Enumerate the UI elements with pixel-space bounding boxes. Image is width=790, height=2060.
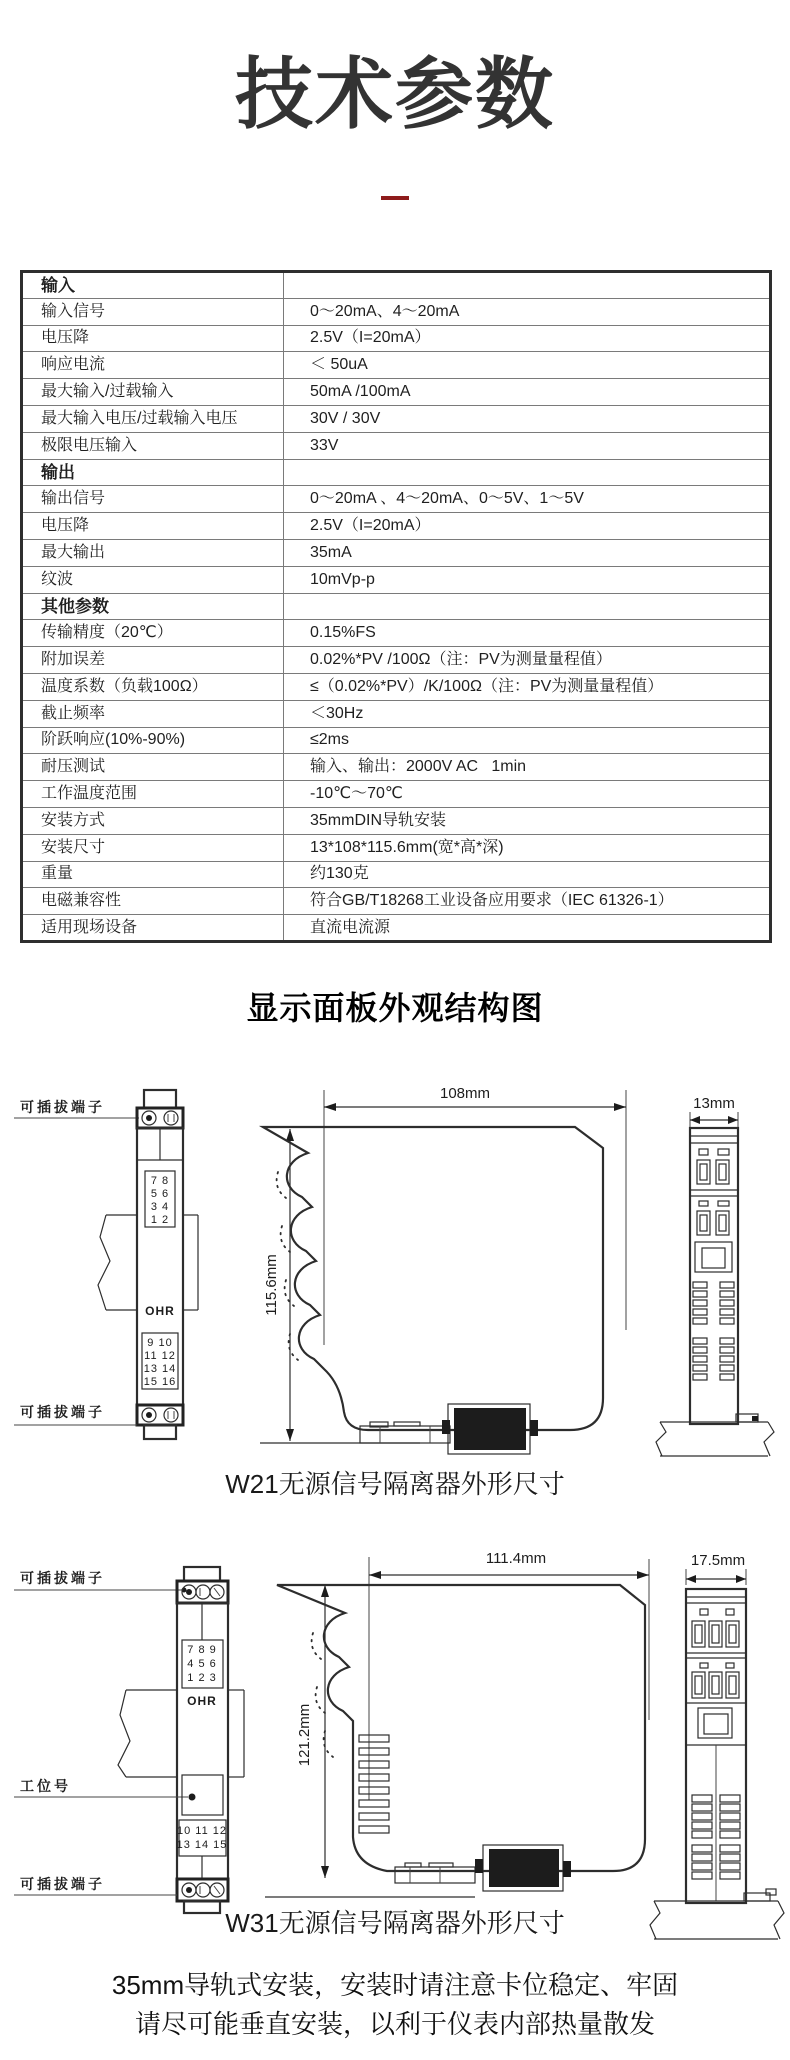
w31-caption: W31无源信号隔离器外形尺寸 <box>225 1908 565 1938</box>
w31-depth-dimension <box>686 1552 746 1585</box>
param-value <box>284 272 771 299</box>
param-label: 最大输出 <box>22 539 284 566</box>
spec-table-row <box>22 781 771 808</box>
param-label: 温度系数（负载100Ω） <box>22 673 284 700</box>
param-value: 0.02%*PV /100Ω（注：PV为测量量程值） <box>284 647 771 674</box>
spec-table-row <box>22 432 771 459</box>
spec-table-row <box>22 673 771 700</box>
w31-station-label <box>14 1775 223 1815</box>
param-value: ≤2ms <box>284 727 771 754</box>
w21-side-din-rail <box>656 1414 774 1456</box>
spec-table-row <box>22 379 771 406</box>
w21-front-top-terminal-label <box>14 1099 139 1118</box>
param-value: 13*108*115.6mm(宽*高*深) <box>284 834 771 861</box>
ohr-logo: OHR <box>145 1304 175 1318</box>
param-value: 0～20mA、4～20mA <box>284 298 771 325</box>
w31-top-view <box>225 1545 670 1917</box>
w21-front-bottom-terminal <box>137 1405 183 1439</box>
param-label: 输入 <box>22 272 284 299</box>
dim-depth-label: 17.5mm <box>690 1552 746 1569</box>
param-value: 0～20mA 、4～20mA、0～5V、1～5V <box>284 486 771 513</box>
w21-side-module <box>690 1128 738 1424</box>
param-label: 电压降 <box>22 325 284 352</box>
dim-height-label: 115.6mm <box>263 1254 280 1316</box>
spec-section-row <box>22 272 771 299</box>
spec-table <box>20 270 772 943</box>
param-value: 输入、输出：2000V AC 1min <box>284 754 771 781</box>
terminal-numbers: 10 11 12 <box>176 1825 228 1837</box>
spec-table-row <box>22 298 771 325</box>
spec-table-row <box>22 566 771 593</box>
param-value: 10mVp-p <box>284 566 771 593</box>
param-value: ＜ 50uA <box>284 352 771 379</box>
param-value: 33V <box>284 432 771 459</box>
param-label: 适用现场设备 <box>22 915 284 942</box>
w31-front-top-terminal-label <box>14 1570 187 1593</box>
title-underline <box>381 196 409 200</box>
pluggable-terminal-label: 可插拔端子 <box>20 1404 105 1420</box>
param-value: ＜30Hz <box>284 700 771 727</box>
w31-side-view <box>640 1545 790 1953</box>
terminal-numbers: 4 5 6 <box>187 1658 217 1670</box>
param-value: 50mA /100mA <box>284 379 771 406</box>
spec-table-row <box>22 620 771 647</box>
dim-height-label: 121.2mm <box>296 1703 313 1767</box>
terminal-numbers: 15 16 <box>143 1376 177 1388</box>
installation-note-line1: 35mm导轨式安装，安装时请注意卡位稳定、牢固 <box>111 1970 679 2000</box>
terminal-numbers: 1 2 3 <box>187 1672 217 1684</box>
diagram-section-title: 显示面板外观结构图 <box>246 990 544 1026</box>
spec-table-row <box>22 754 771 781</box>
param-label: 工作温度范围 <box>22 781 284 808</box>
spec-table-body <box>22 272 771 942</box>
dim-width-label: 111.4mm <box>485 1550 547 1567</box>
param-value: ≤（0.02%*PV）/K/100Ω（注：PV为测量量程值） <box>284 673 771 700</box>
param-value: 直流电流源 <box>284 915 771 942</box>
spec-table-row <box>22 888 771 915</box>
w21-front-view <box>6 1085 241 1457</box>
param-value: -10℃～70℃ <box>284 781 771 808</box>
installation-note <box>0 1966 790 2044</box>
param-label: 最大输入/过载输入 <box>22 379 284 406</box>
w21-caption: W21无源信号隔离器外形尺寸 <box>225 1469 565 1499</box>
spec-table-row <box>22 807 771 834</box>
terminal-numbers: 5 6 <box>150 1188 170 1200</box>
vent-slots <box>359 1735 389 1833</box>
w31-body-outline <box>277 1585 645 1871</box>
terminal-numbers: 13 14 15 <box>176 1839 228 1851</box>
spec-table-row <box>22 915 771 942</box>
param-label: 附加误差 <box>22 647 284 674</box>
param-label: 耐压测试 <box>22 754 284 781</box>
spec-table-row <box>22 861 771 888</box>
param-label: 安装方式 <box>22 807 284 834</box>
dim-depth-label: 13mm <box>693 1095 735 1112</box>
spec-table-row <box>22 834 771 861</box>
param-value: 2.5V（I=20mA） <box>284 513 771 540</box>
terminal-numbers: 3 4 <box>150 1201 170 1213</box>
w31-side-module <box>686 1589 746 1903</box>
param-value: 0.15%FS <box>284 620 771 647</box>
w21-top-view <box>220 1080 640 1458</box>
param-value <box>284 593 771 620</box>
page-title: 技术参数 <box>234 50 555 138</box>
param-value: 约130克 <box>284 861 771 888</box>
dim-width-label: 108mm <box>439 1085 491 1102</box>
param-value <box>284 459 771 486</box>
installation-note-line2: 请尽可能垂直安装，以利于仪表内部热量散发 <box>134 2009 655 2039</box>
terminal-numbers: 13 14 <box>143 1363 177 1375</box>
spec-table-row <box>22 325 771 352</box>
param-label: 输出信号 <box>22 486 284 513</box>
param-value: 符合GB/T18268工业设备应用要求（IEC 61326-1） <box>284 888 771 915</box>
spec-table-row <box>22 539 771 566</box>
param-label: 重量 <box>22 861 284 888</box>
param-label: 响应电流 <box>22 352 284 379</box>
ohr-logo: OHR <box>187 1694 217 1708</box>
pluggable-terminal-label: 可插拔端子 <box>20 1570 105 1586</box>
param-label: 最大输入电压/过载输入电压 <box>22 405 284 432</box>
param-label: 其他参数 <box>22 593 284 620</box>
pluggable-terminal-label: 可插拔端子 <box>20 1099 105 1115</box>
param-label: 极限电压输入 <box>22 432 284 459</box>
terminal-numbers: 1 2 <box>150 1214 170 1226</box>
spec-section-row <box>22 593 771 620</box>
param-value: 2.5V（I=20mA） <box>284 325 771 352</box>
pluggable-terminal-label: 可插拔端子 <box>20 1876 105 1892</box>
param-label: 阶跃响应(10%-90%) <box>22 727 284 754</box>
w21-width-dimension <box>324 1085 626 1345</box>
terminal-numbers: 9 10 <box>147 1337 173 1349</box>
w21-height-dimension <box>263 1129 294 1441</box>
param-label: 输入信号 <box>22 298 284 325</box>
w31-front-bottom-terminal-numbers <box>177 1820 228 1879</box>
param-value: 35mA <box>284 539 771 566</box>
spec-section-row <box>22 459 771 486</box>
param-value: 30V / 30V <box>284 405 771 432</box>
spec-table-row <box>22 700 771 727</box>
terminal-numbers: 11 12 <box>144 1350 176 1362</box>
param-label: 电压降 <box>22 513 284 540</box>
param-value: 35mmDIN导轨安装 <box>284 807 771 834</box>
terminal-numbers: 7 8 <box>150 1175 170 1187</box>
vent-slots <box>693 1282 734 1380</box>
spec-table-row <box>22 647 771 674</box>
station-number-label: 工位号 <box>20 1778 71 1794</box>
w21-depth-dimension <box>690 1095 738 1128</box>
spec-table-row <box>22 486 771 513</box>
w31-front-bottom-terminal-label <box>14 1876 177 1895</box>
w31-front-top-terminal-numbers <box>182 1640 223 1688</box>
spec-table-row <box>22 405 771 432</box>
param-label: 纹波 <box>22 566 284 593</box>
w21-side-view <box>640 1090 788 1462</box>
w21-front-top-terminal-numbers <box>145 1171 175 1227</box>
w31-front-view <box>6 1545 246 1930</box>
spec-table-row <box>22 727 771 754</box>
w21-body-outline <box>263 1127 603 1430</box>
terminal-numbers: 7 8 9 <box>187 1644 217 1656</box>
param-label: 电磁兼容性 <box>22 888 284 915</box>
w21-front-bottom-terminal-label <box>14 1404 137 1425</box>
param-label: 截止频率 <box>22 700 284 727</box>
w31-width-dimension <box>369 1550 649 1800</box>
spec-table-row <box>22 352 771 379</box>
spec-table-row <box>22 513 771 540</box>
param-label: 传输精度（20℃） <box>22 620 284 647</box>
param-label: 安装尺寸 <box>22 834 284 861</box>
param-label: 输出 <box>22 459 284 486</box>
w21-front-bottom-terminal-numbers <box>142 1333 178 1389</box>
